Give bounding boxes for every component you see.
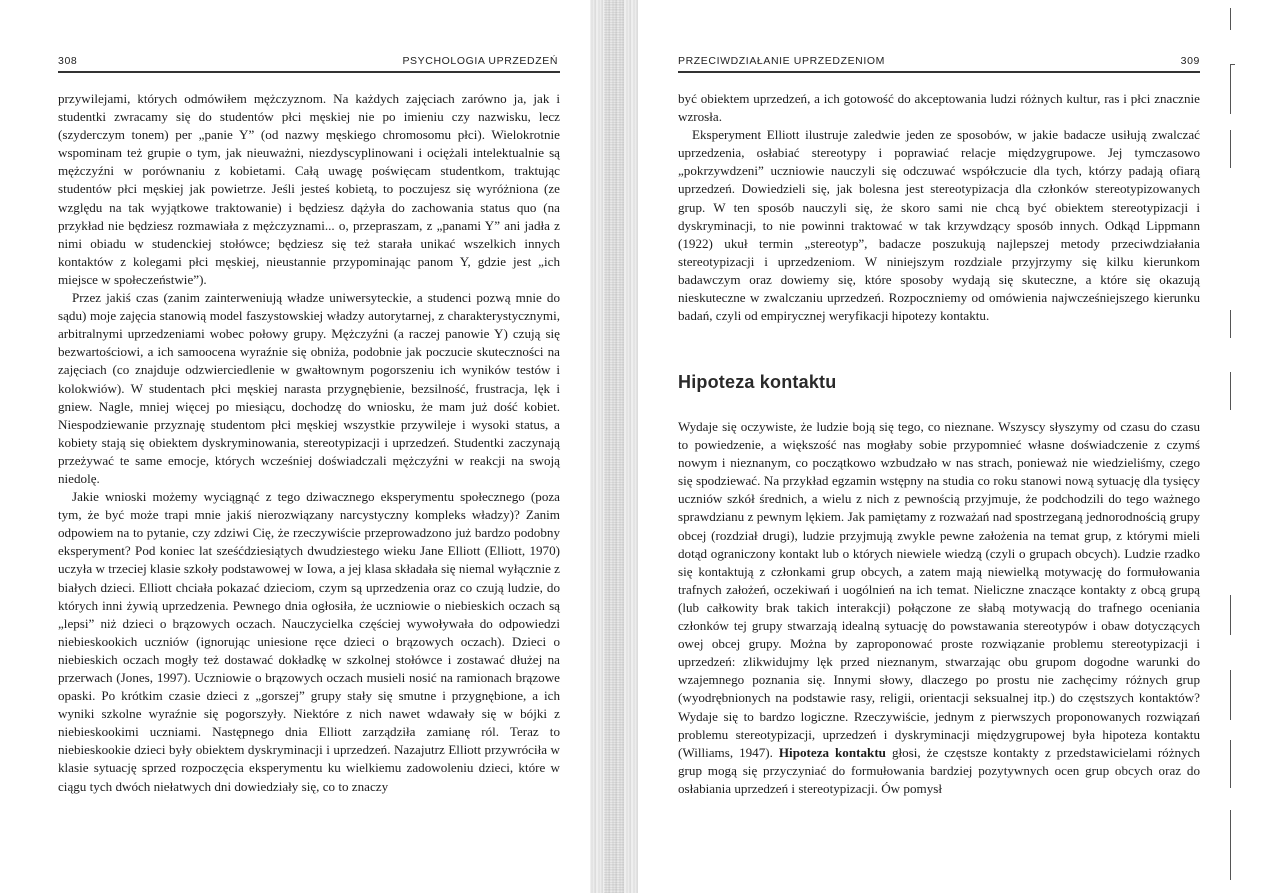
paragraph: Przez jakiś czas (zanim zainterweniują władze uniwersyteckie, a studenci pozwą mnie do sądu) moje zajęcia stanowią model faszystowskiej władzy autorytarnej, z charakterystycznymi, arbitralnymi uprzedzeniami wobec połowy grupy. Mężczyźni (a raczej panowie Y) czują się bezwartościowi, a ich samoocena wyraźnie się obniża, podobnie jak poczucie skuteczności na zajęciach (co znajduje odzwierciedlenie w gwałtownym pogorszeniu ich wyników testów i kolokwiów). W studentach płci męskiej narasta przygnębienie, bezsilność, frustracja, lęk i gniew. Nagle, mniej więcej po miesiącu, dochodzę do wniosku, że mam już dość kobiet. Niespodziewanie przyznaję studentom płci męskiej wszystkie przywileje i wysoki status, a kobiety stają się obiektem dyskryminowania, stereotypizacji i uprzedzeń. Studentki zaczynają przeżywać te same emocje, których wcześniej doświadczali mężczyźni w reakcji na swoją niedolę. bbox=[58, 290, 560, 486]
margin-line bbox=[1230, 595, 1231, 635]
paragraph-text: Wydaje się oczywiste, że ludzie boją się tego, co nieznane. Wszyscy słyszymy od czasu do czasu to powiedzenie, a większość nas mogłaby sobie przypomnieć własne doświadczenie z czymś nowym i nieznanym, co początkowo wzbudzało w nas strach, ponieważ nie wiedzieliśmy, czego się spodziewać. Na przykład egzamin wstępny na studia co roku stanowi nową sytuację dla tysięcy uczniów szkół średnich, a wielu z nich z pewnością przyjmuje, że podchodzili do tego ważnego sprawdzianu z pewnym lękiem. Jak pamiętamy z rozważań nad spostrzeganą jednorodnością grupy obcej (rozdział drugi), ludzie przyjmują zwykle pewne założenia na temat grup, z którymi mieli dotąd ograniczony kontakt lub o których niewiele wiedzą (czyli o grupach obcych). Ludzie rzadko się kontaktują z członkami grup obcych, a zatem mają niewielką motywację do formułowania trafnych założeń, oczekiwań i uogólnień na ich temat. Nieliczne znaczące kontakty z obcą grupą (lub całkowity brak takich interakcji) połączone ze słabą motywacją do trafnego oceniania członków tej grupy stwarzają idealną sytuację do powstawania stereotypów i obaw dotyczących owej obcej grupy. Można by zaproponować proste rozwiązanie problemu stereotypizacji i uprzedzeń: zlikwidujmy lęk przed nieznanym, stwarzając obu grupom dogodne warunki do wzajemnego poznania się. Innymi słowy, dlaczego po prostu nie zachęcimy różnych grup (wyodrębnionych na podstawie rasy, religii, orientacji seksualnej itp.) do częstszych kontaktów? Wydaje się to bardzo logiczne. Rzeczywiście, jednym z pierwszych proponowanych rozwiązań problemu stereotypizacji, uprzedzeń i dyskryminacji międzygrupowej była hipoteza kontaktu (Williams, 1947). bbox=[678, 419, 1200, 760]
margin-line bbox=[1230, 810, 1231, 880]
paragraph: być obiektem uprzedzeń, a ich gotowość do akceptowania ludzi różnych kultur, ras i płci znacznie wzrosła. bbox=[678, 91, 1200, 125]
header-rule bbox=[678, 71, 1200, 73]
margin-line bbox=[1230, 670, 1231, 720]
header-rule bbox=[58, 71, 560, 73]
paragraph: Eksperyment Elliott ilustruje zaledwie jeden ze sposobów, w jakie badacze usiłują zwalczać uprzedzenia, osłabiać stereotypy i poprawiać relacje międzygrupowe. Jej tymczasowo „pokrzywdzeni” uczniowie nauczyli się odczuwać współczucie dla tych, którzy padają ofiarą uprzedzeń. Dowiedzieli się, jak bolesna jest stereotypizacja dla członków stereotypizowanych grup. W ten sposób nauczyli się, że skoro sami nie chcą być obiektem stereotypizacji i dyskryminacji, to nie powinni traktować w tak krzywdzący sposób innych. Odkąd Lippmann (1922) ukuł termin „stereotyp”, badacze poszukują najlepszej metody przeciwdziałania stereotypizacji i uprzedzeniom. W niniejszym rozdziale przyjrzymy się kilku kierunkom badawczym oraz dowiemy się, które sposoby wydają się skuteczne, a które się okazują nieskuteczne w zwalczaniu uprzedzeń. Rozpoczniemy od omówienia najwcześniejszego kierunku badań, czyli od empirycznej weryfikacji hipotezy kontaktu. bbox=[678, 127, 1200, 324]
margin-line bbox=[1230, 130, 1231, 168]
running-head: PRZECIWDZIAŁANIE UPRZEDZENIOM bbox=[678, 55, 885, 67]
page-number: 308 bbox=[58, 55, 78, 67]
paragraph: Jakie wnioski możemy wyciągnąć z tego dziwacznego eksperymentu społecznego (poza tym, że być może trapi mnie jakiś nierozwiązany narcystyczny kompleks władzy)? Zanim odpowiem na to pytanie, czy zdziwi Cię, że rzeczywiście przeprowadzono już bardzo podobny eksperyment? Pod koniec lat sześćdziesiątych dwudziestego wieku Jane Elliott (Elliott, 1970) uczyła w trzeciej klasie szkoły podstawowej w Iowa, a jej klasa składała się niemal wyłącznie z białych dzieci. Elliott chciała pokazać dzieciom, czym są uprzedzenia oraz co czują ludzie, do których inni żywią uprzedzenia. Pewnego dnia ogłosiła, że uczniowie o niebieskich oczach są „lepsi” niż dzieci o brązowych oczach. Nauczycielka częściej wywoływała do odpowiedzi niebieskookich uczniów (ignorując uniesione ręce dzieci o brązowych oczach). Dzieci o niebieskich oczach mogły też dostawać dokładkę w szkolnej stołówce i zostawać dłużej na przerwach (Jones, 1997). Uczniowie o brązowych oczach musieli nosić na ramionach brązowe opaski. Po krótkim czasie dzieci z „gorszej” grupy stały się smutne i przygnębione, a ich wyniki szkolne wyraźnie się pogorszyły. Niektóre z nich nawet wdawały się w bójki z niebieskookimi uczniami. Następnego dnia Elliott zarządziła zamianę ról. Teraz to niebieskookie dzieci były obiektem dyskryminacji i uprzedzeń. Nazajutrz Elliott przywróciła w klasie sytuację sprzed rozpoczęcia eksperymentu ku wielkiemu zadowoleniu dzieci, które w ciągu tych dwóch niełatwych dni dowiedziały się, co to znaczy bbox=[58, 489, 560, 794]
running-head: PSYCHOLOGIA UPRZEDZEŃ bbox=[402, 55, 558, 67]
paragraph-text: głosi, że częstsze kontakty z przedstawicielami różnych grup mogą się przyczyniać do formułowania bardziej pozytywnych ocen grup obcych oraz do osłabiania uprzedzeń i stereotypizacji. Ów pomysł bbox=[678, 744, 1200, 796]
margin-line bbox=[1230, 740, 1231, 788]
paragraph bbox=[678, 418, 1200, 798]
left-body-text bbox=[58, 90, 560, 796]
margin-line bbox=[1230, 64, 1231, 114]
right-page bbox=[636, 0, 1264, 893]
book-gutter bbox=[590, 0, 638, 893]
margin-line bbox=[1230, 310, 1231, 338]
right-page-header bbox=[678, 55, 1200, 69]
margin-tick bbox=[1230, 64, 1235, 65]
right-body-text-bottom bbox=[678, 418, 1200, 798]
right-body-text-top bbox=[678, 90, 1200, 325]
margin-line bbox=[1230, 372, 1231, 410]
page-number: 309 bbox=[1180, 55, 1200, 67]
section-heading: Hipoteza kontaktu bbox=[678, 372, 837, 392]
margin-marks bbox=[1226, 0, 1238, 893]
left-page-header bbox=[58, 55, 558, 69]
left-page bbox=[0, 0, 592, 893]
margin-line bbox=[1230, 8, 1231, 30]
bold-term: Hipoteza kontaktu bbox=[778, 744, 886, 760]
paragraph: przywilejami, których odmówiłem mężczyznom. Na każdych zajęciach zarówno ja, jak i studentki zwracamy się do studentów płci męskiej nie po imieniu czy nazwisku, lecz (szyderczym tonem) per „panie Y” (od nazwy męskiego chromosomu płci). Wielokrotnie wspominam też grupie o tym, jak nieuważni, niezdyscyplinowani i ociężali intelektualnie są mężczyźni w porównaniu z kobietami. Całą uwagę poświęcam studentkom, traktując studentów płci męskiej jak powietrze. Jeśli jesteś kobietą, to poczujesz się wyróżniona (ze względu na tak wyjątkowe traktowanie) i będziesz dążyła do zachowania status quo (na przykład nie będziesz rozmawiała z mężczyznami... o, przepraszam, z „panami Y” ani jadła z nimi obiadu w studenckiej stołówce; będziesz się też starała unikać wszelkich innych kontaktów z kolegami płci męskiej, nieustannie przypominając panom Y, gdzie jest „ich miejsce w społeczeństwie”). bbox=[58, 91, 560, 287]
